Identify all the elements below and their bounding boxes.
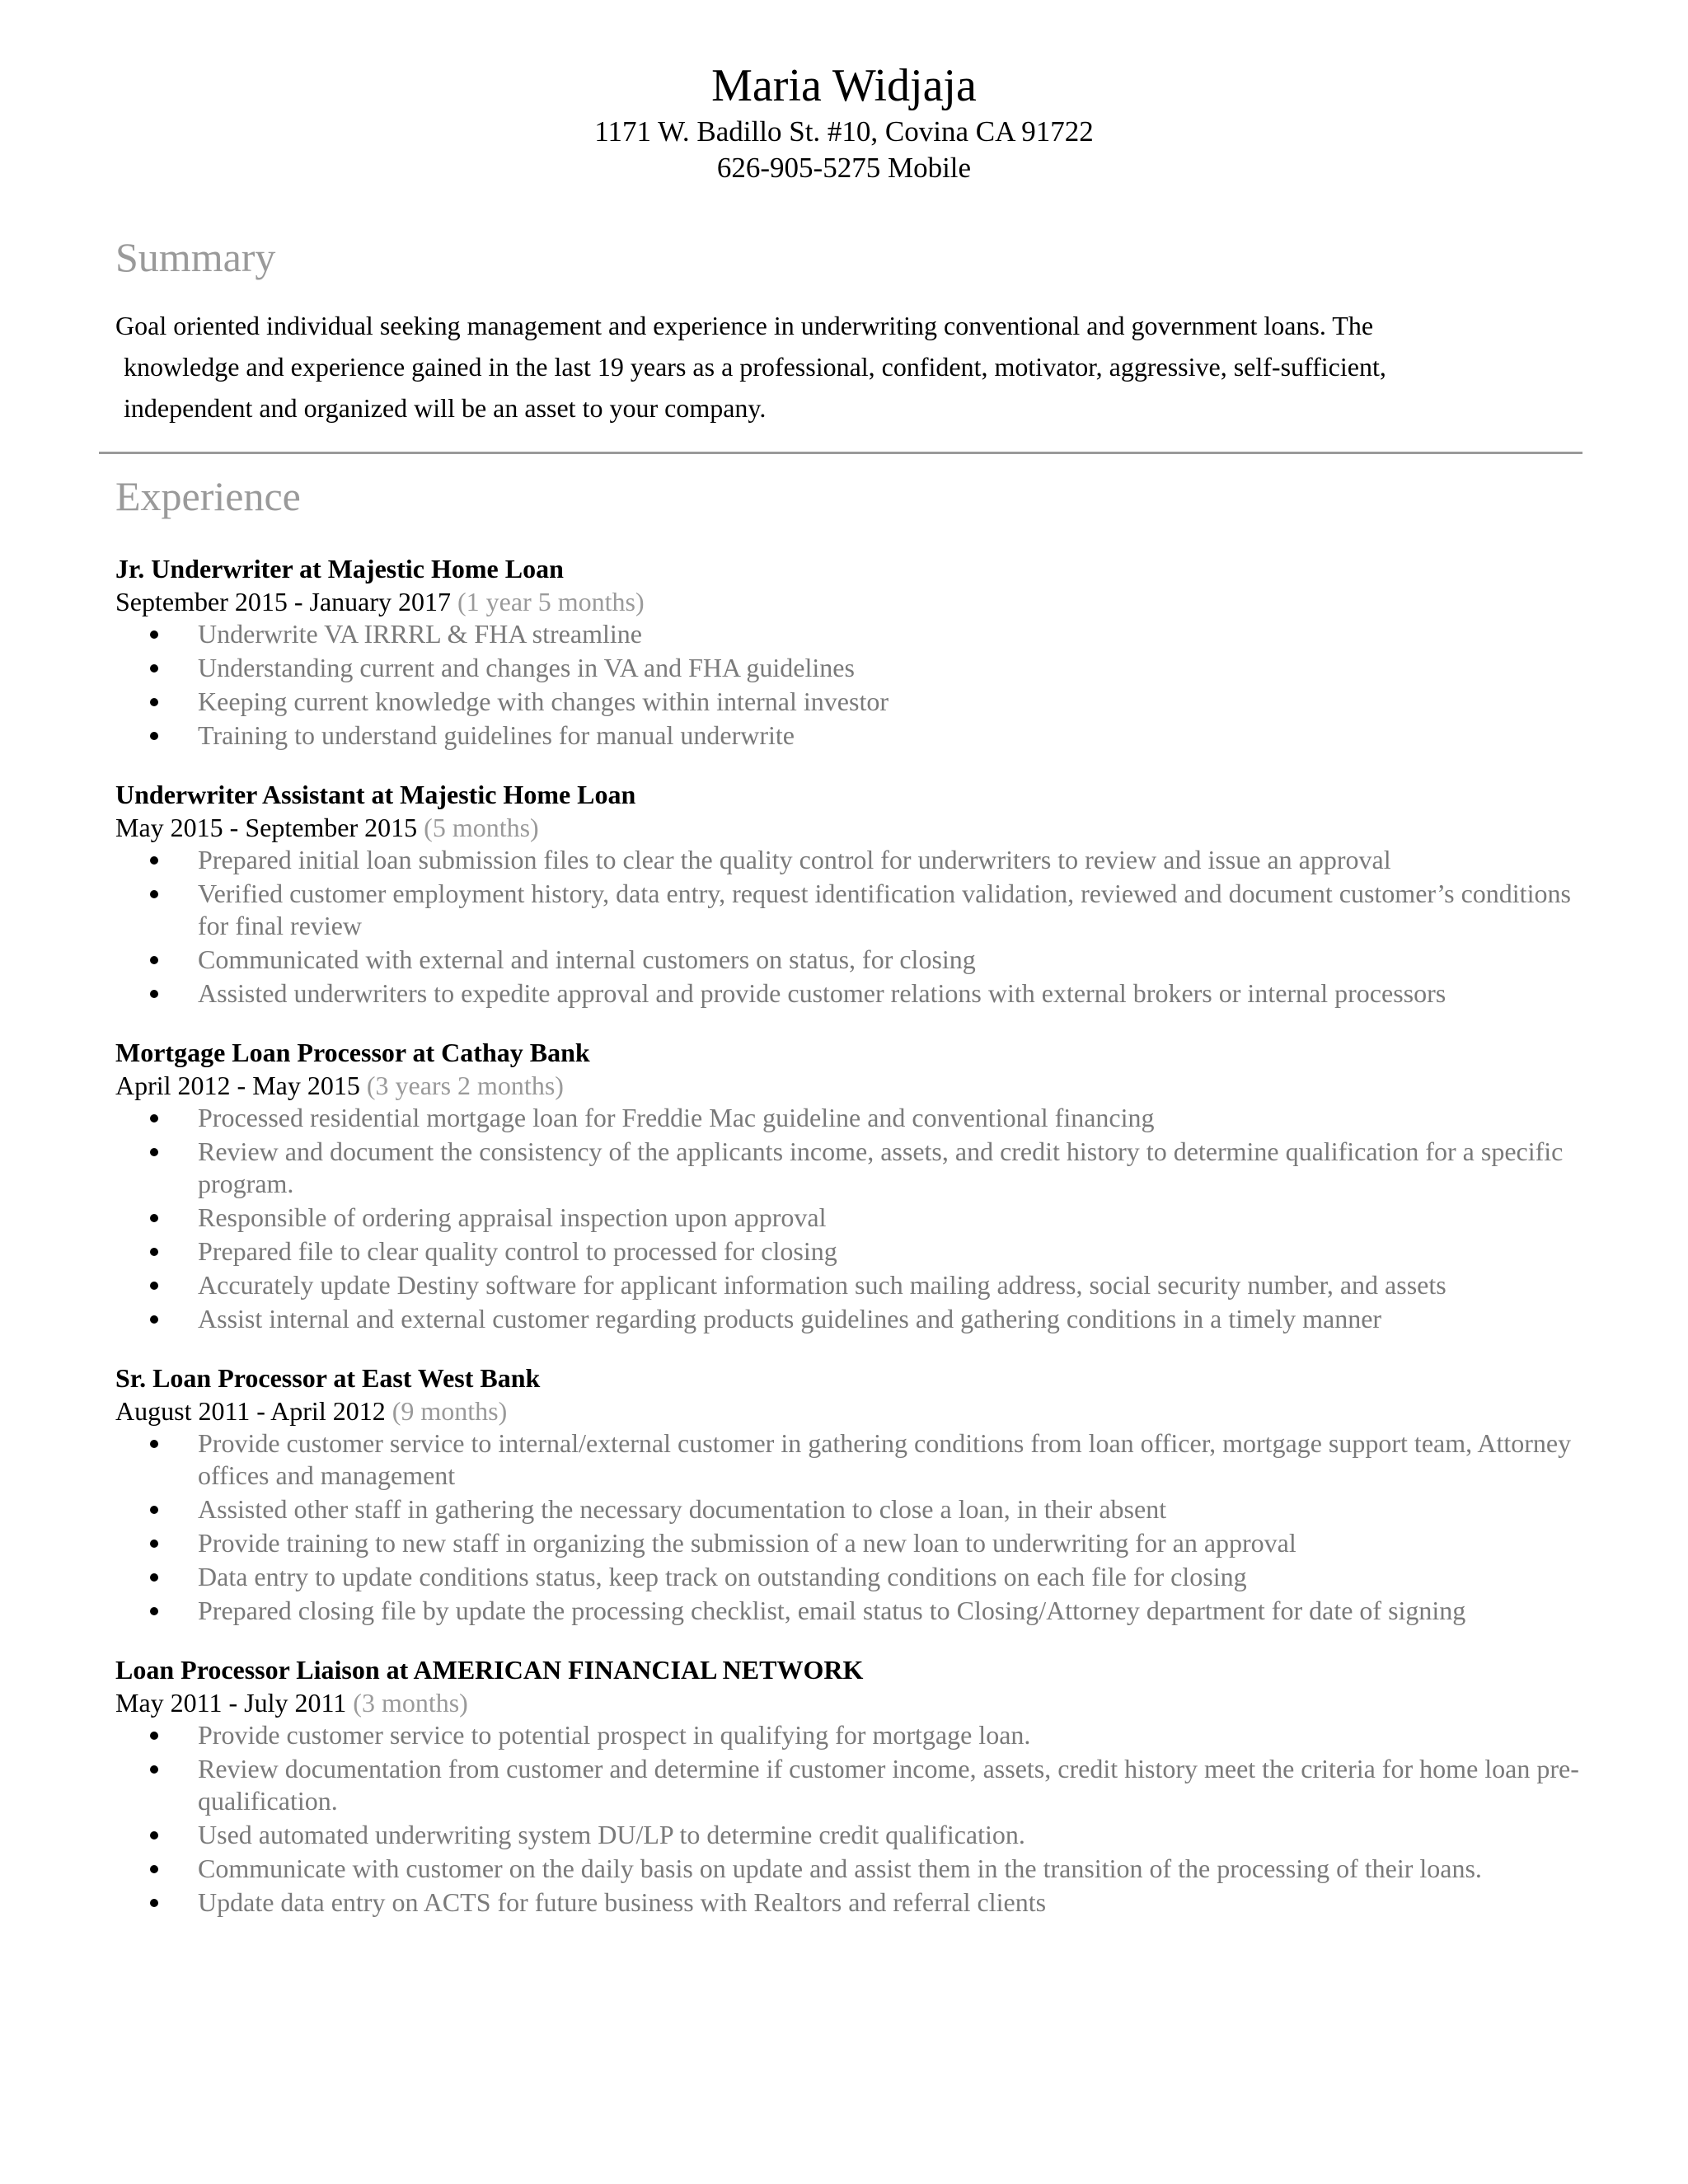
bullet-dot-icon	[150, 1831, 158, 1840]
job-bullet-text: Update data entry on ACTS for future business with Realtors and referral clients	[198, 1887, 1047, 1917]
job-bullet	[115, 1427, 1599, 1492]
candidate-phone: 626-905-5275 Mobile	[716, 152, 972, 184]
bullet-dot-icon	[150, 1506, 158, 1514]
job-dates: April 2012 - May 2015	[115, 1071, 360, 1100]
job-bullet	[115, 1853, 1599, 1885]
job-bullet	[115, 1235, 1599, 1268]
job-bullet-text: Keeping current knowledge with changes within internal investor	[198, 687, 889, 716]
job-bullet-list	[115, 1719, 1599, 1919]
job-bullet	[115, 844, 1599, 876]
job-duration: (9 months)	[392, 1396, 508, 1426]
job-bullet	[115, 1136, 1599, 1200]
job-bullet-list	[115, 1427, 1599, 1627]
job-duration: (3 months)	[353, 1688, 468, 1718]
job-bullet-text: Communicated with external and internal customers on status, for closing	[198, 944, 976, 974]
summary-line: Goal oriented individual seeking management and experience in underwriting conventional and government loans. The	[115, 311, 1374, 340]
resume-header	[0, 58, 1688, 186]
job-bullet	[115, 686, 1599, 718]
job-bullet	[115, 1886, 1599, 1919]
summary-line: knowledge and experience gained in the last 19 years as a professional, confident, motivator, aggressive, self-sufficient,	[124, 352, 1386, 382]
job-bullet-text: Underwrite VA IRRRL & FHA streamline	[198, 619, 642, 649]
bullet-dot-icon	[150, 1282, 158, 1290]
candidate-address: 1171 W. Badillo St. #10, Covina CA 91722	[594, 115, 1094, 148]
bullet-dot-icon	[150, 1248, 158, 1256]
bullet-dot-icon	[150, 1315, 158, 1324]
bullet-dot-icon	[150, 1440, 158, 1448]
job-bullet	[115, 1202, 1599, 1234]
job-bullet	[115, 1753, 1599, 1817]
summary-heading: Summary	[115, 234, 276, 280]
job-bullet-text: Provide customer service to internal/external customer in gathering conditions from loan officer, mortgage support team, Attorney offices and management	[198, 1428, 1572, 1490]
job-title: Jr. Underwriter at Majestic Home Loan	[115, 554, 564, 583]
job-bullet	[115, 1102, 1599, 1134]
job-bullet	[115, 1493, 1599, 1526]
job-bullet-text: Accurately update Destiny software for applicant information such mailing address, social security number, and assets	[198, 1270, 1447, 1300]
bullet-dot-icon	[150, 1540, 158, 1548]
job-title: Sr. Loan Processor at East West Bank	[115, 1363, 541, 1393]
job-duration: (1 year 5 months)	[457, 587, 645, 616]
job-entry	[115, 552, 1599, 752]
job-bullet-list	[115, 844, 1599, 1010]
bullet-dot-icon	[150, 664, 158, 673]
job-bullet-text: Prepared file to clear quality control to processed for closing	[198, 1236, 837, 1266]
job-bullet-text: Provide training to new staff in organizing the submission of a new loan to underwriting for an approval	[198, 1528, 1296, 1558]
job-bullet	[115, 878, 1599, 942]
job-title: Underwriter Assistant at Majestic Home Loan	[115, 780, 636, 809]
job-bullet-text: Used automated underwriting system DU/LP to determine credit qualification.	[198, 1820, 1025, 1849]
job-bullet-text: Assisted underwriters to expedite approval and provide customer relations with external brokers or internal processors	[198, 978, 1447, 1008]
section-divider	[99, 452, 1582, 454]
job-bullet-text: Responsible of ordering appraisal inspection upon approval	[198, 1202, 827, 1232]
job-bullet-text: Provide customer service to potential prospect in qualifying for mortgage loan.	[198, 1720, 1031, 1750]
job-duration: (3 years 2 months)	[366, 1071, 564, 1100]
bullet-dot-icon	[150, 732, 158, 740]
job-bullet-text: Training to understand guidelines for manual underwrite	[198, 720, 795, 750]
job-bullet-text: Assisted other staff in gathering the necessary documentation to close a loan, in their absent	[198, 1494, 1167, 1524]
job-dates-line	[115, 811, 1599, 844]
bullet-dot-icon	[150, 1148, 158, 1156]
bullet-dot-icon	[150, 698, 158, 706]
job-entry	[115, 778, 1599, 1010]
job-bullet-text: Prepared closing file by update the processing checklist, email status to Closing/Attorney department for date of signing	[198, 1596, 1466, 1625]
job-bullet	[115, 1819, 1599, 1851]
job-bullet	[115, 719, 1599, 752]
job-bullet-text: Communicate with customer on the daily basis on update and assist them in the transition of the processing of their loans.	[198, 1854, 1482, 1883]
bullet-dot-icon	[150, 1607, 158, 1615]
job-bullet	[115, 1527, 1599, 1559]
job-bullet-text: Review and document the consistency of the applicants income, assets, and credit history to determine qualification for a specific program.	[198, 1137, 1564, 1198]
job-dates-line	[115, 1069, 1599, 1102]
job-bullet-list	[115, 618, 1599, 752]
job-bullet	[115, 1719, 1599, 1751]
experience-list	[115, 552, 1599, 1945]
job-bullet	[115, 944, 1599, 976]
job-bullet	[115, 1269, 1599, 1301]
experience-heading: Experience	[115, 473, 301, 519]
job-dates: May 2011 - July 2011	[115, 1688, 347, 1718]
job-bullet-text: Understanding current and changes in VA and FHA guidelines	[198, 653, 855, 682]
job-bullet-text: Data entry to update conditions status, keep track on outstanding conditions on each file for closing	[198, 1562, 1247, 1591]
job-bullet-list	[115, 1102, 1599, 1335]
job-entry	[115, 1361, 1599, 1627]
bullet-dot-icon	[150, 890, 158, 898]
summary-line: independent and organized will be an asset to your company.	[124, 393, 767, 423]
job-entry	[115, 1036, 1599, 1335]
job-dates-line	[115, 585, 1599, 618]
job-dates: May 2015 - September 2015	[115, 813, 418, 842]
job-title: Loan Processor Liaison at AMERICAN FINANCIAL NETWORK	[115, 1655, 864, 1685]
bullet-dot-icon	[150, 1114, 158, 1122]
job-dates: August 2011 - April 2012	[115, 1396, 386, 1426]
bullet-dot-icon	[150, 1732, 158, 1740]
job-bullet	[115, 1595, 1599, 1627]
job-dates: September 2015 - January 2017	[115, 587, 452, 616]
job-bullet	[115, 1303, 1599, 1335]
job-bullet	[115, 652, 1599, 684]
job-dates-line	[115, 1686, 1599, 1719]
job-bullet-text: Assist internal and external customer regarding products guidelines and gathering conditions in a timely manner	[198, 1304, 1382, 1333]
job-dates-line	[115, 1394, 1599, 1427]
bullet-dot-icon	[150, 1899, 158, 1907]
summary-paragraph	[115, 305, 1599, 429]
job-entry	[115, 1653, 1599, 1919]
candidate-name: Maria Widjaja	[711, 60, 977, 111]
job-bullet	[115, 618, 1599, 650]
bullet-dot-icon	[150, 630, 158, 639]
job-bullet-text: Prepared initial loan submission files to clear the quality control for underwriters to review and issue an approval	[198, 845, 1391, 874]
job-bullet	[115, 1561, 1599, 1593]
job-title: Mortgage Loan Processor at Cathay Bank	[115, 1038, 590, 1067]
bullet-dot-icon	[150, 1573, 158, 1582]
bullet-dot-icon	[150, 1214, 158, 1222]
bullet-dot-icon	[150, 990, 158, 998]
job-duration: (5 months)	[424, 813, 539, 842]
bullet-dot-icon	[150, 1765, 158, 1774]
job-bullet	[115, 977, 1599, 1010]
job-bullet-text: Verified customer employment history, data entry, request identification validation, reviewed and document customer’s conditions for final review	[198, 879, 1571, 940]
job-bullet-text: Review documentation from customer and determine if customer income, assets, credit history meet the criteria for home loan pre- qualification.	[198, 1754, 1579, 1816]
bullet-dot-icon	[150, 956, 158, 964]
bullet-dot-icon	[150, 1865, 158, 1873]
job-bullet-text: Processed residential mortgage loan for Freddie Mac guideline and conventional financing	[198, 1103, 1155, 1132]
bullet-dot-icon	[150, 856, 158, 865]
